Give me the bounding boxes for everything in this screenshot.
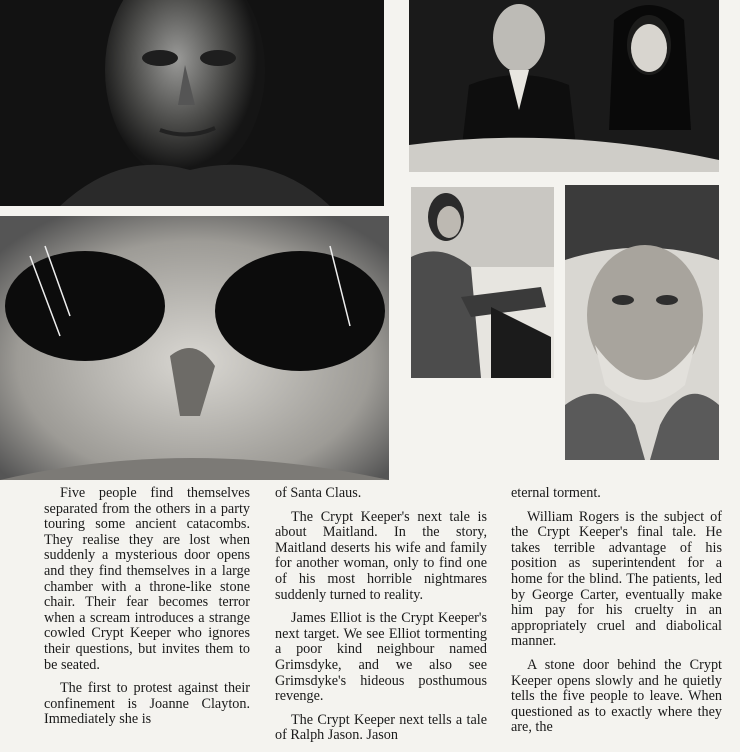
- photo-car-couple: [409, 0, 719, 172]
- photo-skull-closeup: [0, 216, 389, 480]
- photo-old-man-beanie: [565, 185, 719, 460]
- paragraph: William Rogers is the subject of the Crypt Keeper's final tale. He takes terrible advantage of his position as superintendent for a home for the blind. The patients, led by George Carter, eventually make him pay for his cruelty in an appropriately cruel and diabolical manner.: [511, 508, 722, 650]
- article-column-1: [44, 486, 250, 736]
- paragraph: The first to protest against their confinement is Joanne Clayton. Immediately she is: [44, 680, 250, 728]
- paragraph: eternal torment.: [511, 485, 601, 501]
- paragraph: of Santa Claus.: [275, 485, 362, 501]
- article-column-3: [511, 486, 722, 744]
- paragraph: The Crypt Keeper's next tale is about Maitland. In the story, Maitland deserts his wife and family for another woman, only to find one of his most horrible nightmares suddenly turned to reality.: [275, 508, 487, 603]
- photo-burned-face: [0, 0, 384, 206]
- paragraph: A stone door behind the Crypt Keeper opens slowly and he quietly tells the five people to leave. When questioned as to exactly where they are, the: [511, 656, 722, 736]
- paragraph: Five people find themselves separated from the others in a party touring some ancient catacombs. They realise they are lost when suddenly a mysterious door opens and they find themselves in a large chamber with a throne-like stone chair. Their fear becomes terror when a scream introduces a strange cowled Crypt Keeper who ignores their questions, but invites them to be seated.: [44, 485, 250, 673]
- paragraph: James Elliot is the Crypt Keeper's next target. We see Elliot tormenting a poor kind neighbour named Grimsdyke, and we also see Grimsdyke's hideous posthumous revenge.: [275, 610, 487, 705]
- article-column-2: [275, 486, 487, 752]
- photo-woman-and-victim: [411, 187, 554, 378]
- paragraph: The Crypt Keeper next tells a tale of Ralph Jason. Jason: [275, 711, 487, 744]
